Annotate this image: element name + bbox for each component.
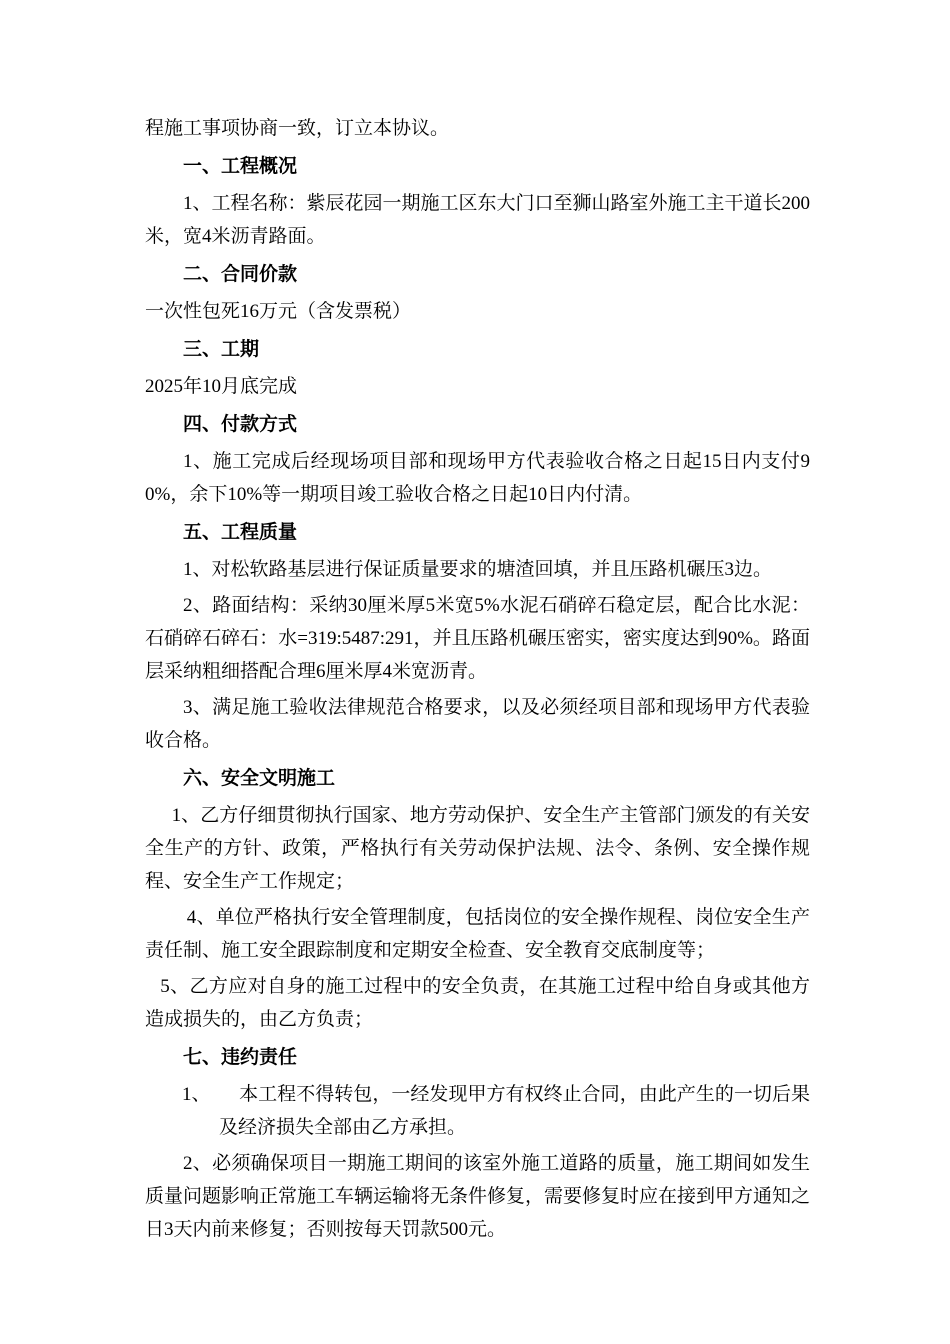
section-heading-1: 一、工程概况	[183, 156, 298, 177]
section-heading-2: 二、合同价款	[183, 264, 298, 285]
paragraph-project-name: 1、工程名称：紫辰花园一期施工区东大门口至狮山路室外施工主干道长200米，宽4米沥青路面。	[145, 193, 811, 247]
paragraph-quality-item-1: 1、对松软路基层进行保证质量要求的塘渣回填，并且压路机碾压3边。	[183, 559, 773, 580]
paragraph-safety-item-1: 1、乙方仔细贯彻执行国家、地方劳动保护、安全生产主管部门颁发的有关安全生产的方针、政策，严格执行有关劳动保护法规、法令、条例、安全操作规程、安全生产工作规定；	[145, 805, 810, 892]
paragraph-contract-price: 一次性包死16万元（含发票税）	[145, 301, 412, 322]
paragraph-intro: 程施工事项协商一致，订立本协议。	[145, 118, 450, 139]
section-heading-4: 四、付款方式	[183, 414, 298, 435]
section-heading-3: 三、工期	[183, 339, 260, 360]
paragraph-quality-item-3: 3、满足施工验收法律规范合格要求，以及必须经项目部和现场甲方代表验收合格。	[145, 697, 810, 751]
paragraph-quality-item-2: 2、路面结构：采纳30厘米厚5米宽5%水泥石硝碎石稳定层，配合比水泥：石硝碎石碎石：水=319:5487:291，并且压路机碾压密实，密实度达到90%。路面层采纳粗细搭配合理6厘米厚4米宽沥青。	[145, 595, 810, 682]
section-heading-7: 七、违约责任	[183, 1047, 298, 1068]
paragraph-schedule: 2025年10月底完成	[145, 376, 298, 397]
section-heading-6: 六、安全文明施工	[183, 768, 336, 789]
paragraph-breach-item-2: 2、必须确保项目一期施工期间的该室外施工道路的质量，施工期间如发生质量问题影响正常施工车辆运输将无条件修复，需要修复时应在接到甲方通知之日3天内前来修复；否则按每天罚款500元。	[145, 1153, 811, 1240]
paragraph-breach-item-1: 1、 本工程不得转包，一经发现甲方有权终止合同，由此产生的一切后果及经济损失全部由乙方承担。	[182, 1084, 810, 1138]
section-heading-5: 五、工程质量	[183, 522, 298, 543]
paragraph-payment-terms: 1、施工完成后经现场项目部和现场甲方代表验收合格之日起15日内支付90%，余下10%等一期项目竣工验收合格之日起10日内付清。	[145, 451, 810, 505]
paragraph-safety-item-4: 4、单位严格执行安全管理制度，包括岗位的安全操作规程、岗位安全生产责任制、施工安全跟踪制度和定期安全检查、安全教育交底制度等；	[145, 907, 810, 961]
paragraph-safety-item-5: 5、乙方应对自身的施工过程中的安全负责，在其施工过程中给自身或其他方造成损失的，由乙方负责；	[145, 976, 810, 1030]
